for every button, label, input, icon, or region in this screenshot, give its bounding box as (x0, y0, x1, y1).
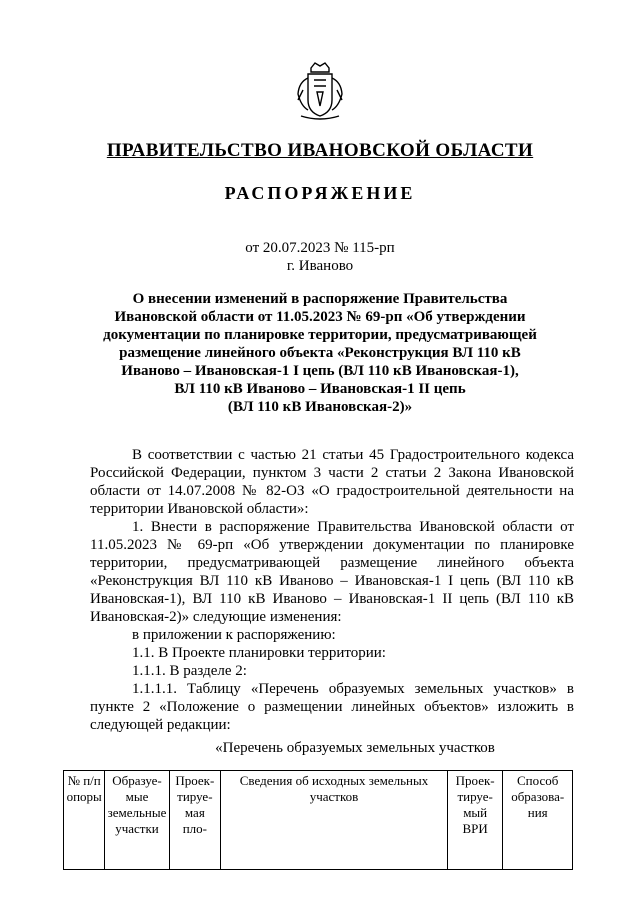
paragraph: В соответствии с частью 21 статьи 45 Градостроительного кодекса Российской Федерации, пунктом 3 части 2 статьи 2 Закона Ивановской области от 14.07.2008 № 82-ОЗ «О градостроительной деятельности на территории Ивановской области»: (90, 447, 574, 517)
paragraph: 1. Внести в распоряжение Правительства Ивановской области от 11.05.2023 № 69-рп «Об утверждении документации по планировке территории, предусматривающей размещение линейного объекта «Реконструкция ВЛ 110 кВ Иваново – Ивановская-1 I цепь (ВЛ 110 кВ Ивановская-1), ВЛ 110 кВ Иваново – Ивановская-1 II цепь (ВЛ 110 кВ Ивановская-2)» следующие изменения: (90, 519, 574, 625)
table-caption: «Перечень образуемых земельных участков (215, 740, 495, 756)
table-header-cell: Проек-тируе-мый ВРИ (447, 771, 502, 870)
date-number: от 20.07.2023 № 115-рп (245, 240, 395, 256)
table-header-cell: Образуе-мые земельные участки (105, 771, 169, 870)
title-line: ВЛ 110 кВ Иваново – Ивановская-1 II цепь (174, 381, 466, 397)
paragraph: в приложении к распоряжению: (132, 627, 336, 643)
document-body (90, 446, 574, 734)
title-line: О внесении изменений в распоряжение Правительства (132, 291, 508, 307)
city: г. Иваново (286, 258, 354, 274)
date-block (0, 239, 640, 275)
paragraph: 1.1. В Проекте планировки территории: (132, 645, 386, 661)
table-header-cell: Сведения об исходных земельных участков (221, 771, 448, 870)
table-header-cell: № п/п опоры (64, 771, 105, 870)
title-line: размещение линейного объекта «Реконструкция ВЛ 110 кВ (119, 345, 521, 361)
table-header-cell: Способ образова-ния (503, 771, 573, 870)
title-line: документации по планировке территории, предусматривающей (103, 327, 537, 343)
paragraph: 1.1.1.1. Таблицу «Перечень образуемых земельных участков» в пункте 2 «Положение о размещении линейных объектов» изложить в следующей редакции: (90, 681, 574, 733)
title-line: Иваново – Ивановская-1 I цепь (ВЛ 110 кВ Ивановская-1), (121, 363, 519, 379)
document-title (90, 290, 550, 416)
coat-of-arms-icon (293, 60, 347, 124)
paragraph: 1.1.1. В разделе 2: (132, 663, 247, 679)
table-header-cell: Проек-тируе-мая пло- (169, 771, 220, 870)
organization-name: ПРАВИТЕЛЬСТВО ИВАНОВСКОЙ ОБЛАСТИ (106, 140, 534, 161)
title-line: Ивановской области от 11.05.2023 № 69-рп «Об утверждении (114, 309, 526, 325)
table-header-row (64, 771, 573, 870)
land-plots-table (63, 770, 573, 870)
document-type: РАСПОРЯЖЕНИЕ (224, 183, 416, 203)
title-line: (ВЛ 110 кВ Ивановская-2)» (227, 399, 413, 415)
